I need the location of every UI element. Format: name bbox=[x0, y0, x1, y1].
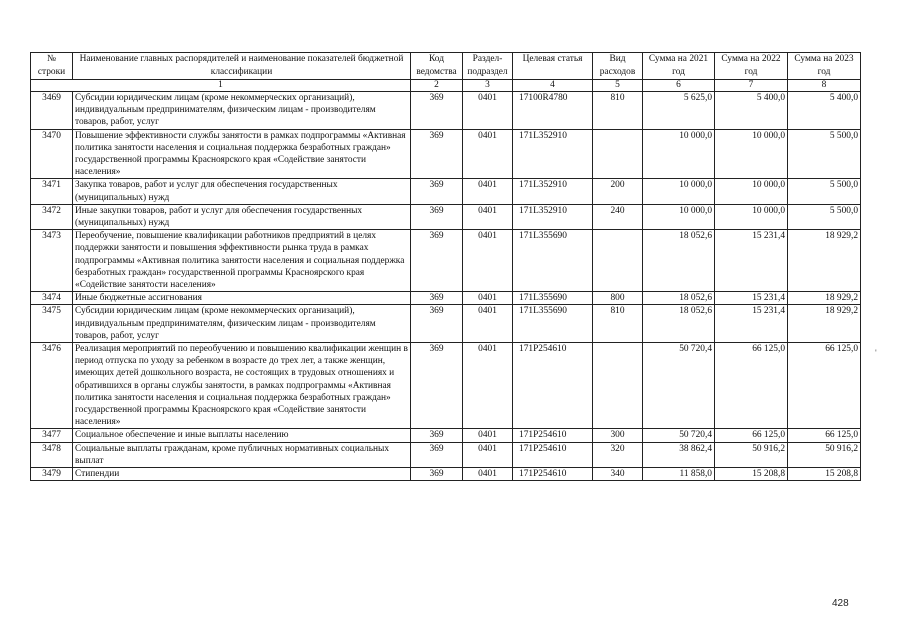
budget-table bbox=[30, 52, 861, 481]
row-sum-2021: 18 052,6 bbox=[643, 305, 715, 343]
row-number: 3474 bbox=[31, 292, 73, 305]
row-sum-2021: 38 862,4 bbox=[643, 442, 715, 467]
row-exp-type: 340 bbox=[593, 468, 643, 481]
row-section: 0401 bbox=[463, 429, 513, 442]
row-exp-type bbox=[593, 230, 643, 292]
row-sum-2022: 15 231,4 bbox=[715, 305, 788, 343]
row-name: Субсидии юридическим лицам (кроме некоммерческих организаций), индивидуальным предпринимателям, физическим лицам - производителям товаров, работ, услуг bbox=[73, 305, 411, 343]
row-section: 0401 bbox=[463, 442, 513, 467]
row-number: 3470 bbox=[31, 129, 73, 179]
row-section: 0401 bbox=[463, 179, 513, 204]
row-name: Социальные выплаты гражданам, кроме публичных нормативных социальных выплат bbox=[73, 442, 411, 467]
row-sum-2022: 10 000,0 bbox=[715, 129, 788, 179]
row-section: 0401 bbox=[463, 305, 513, 343]
row-sum-2022: 15 208,8 bbox=[715, 468, 788, 481]
page-number: 428 bbox=[832, 598, 849, 609]
row-section: 0401 bbox=[463, 129, 513, 179]
row-target: 171L352910 bbox=[513, 204, 593, 229]
row-sum-2021: 10 000,0 bbox=[643, 179, 715, 204]
row-target: 171L355690 bbox=[513, 305, 593, 343]
header-target: Целевая статья bbox=[513, 53, 593, 80]
col-number: 3 bbox=[463, 80, 513, 92]
row-sum-2023: 18 929,2 bbox=[788, 292, 861, 305]
row-sum-2022: 15 231,4 bbox=[715, 230, 788, 292]
table-row bbox=[31, 292, 861, 305]
row-target: 171P254610 bbox=[513, 442, 593, 467]
row-sum-2023: 5 500,0 bbox=[788, 179, 861, 204]
col-number: 8 bbox=[788, 80, 861, 92]
row-exp-type bbox=[593, 343, 643, 429]
row-name: Закупка товаров, работ и услуг для обеспечения государственных (муниципальных) нужд bbox=[73, 179, 411, 204]
row-dept-code: 369 bbox=[411, 92, 463, 130]
row-section: 0401 bbox=[463, 230, 513, 292]
row-dept-code: 369 bbox=[411, 204, 463, 229]
row-name: Реализация мероприятий по переобучению и повышению квалификации женщин в период отпуска по уходу за ребенком в возрасте до трех лет, а также женщин, имеющих детей дошкольного возраста, не состоящих в трудовых отношениях и обратившихся в органы службы занятости, в рамках подпрограммы «Активная политика занятости населения и социальная поддержка безработных граждан» государственной программы Красноярского края «Содействие занятости населения» bbox=[73, 343, 411, 429]
row-sum-2021: 50 720,4 bbox=[643, 343, 715, 429]
table-body bbox=[31, 80, 861, 481]
row-target: 171P254610 bbox=[513, 343, 593, 429]
row-sum-2021: 10 000,0 bbox=[643, 204, 715, 229]
row-sum-2023: 50 916,2 bbox=[788, 442, 861, 467]
row-sum-2021: 11 858,0 bbox=[643, 468, 715, 481]
row-exp-type: 200 bbox=[593, 179, 643, 204]
header-sum-2021: Сумма на 2021 год bbox=[643, 53, 715, 80]
row-sum-2022: 5 400,0 bbox=[715, 92, 788, 130]
row-sum-2023: 18 929,2 bbox=[788, 305, 861, 343]
row-sum-2023: 66 125,0 bbox=[788, 343, 861, 429]
table-row bbox=[31, 305, 861, 343]
row-number: 3476 bbox=[31, 343, 73, 429]
row-dept-code: 369 bbox=[411, 230, 463, 292]
row-number: 3477 bbox=[31, 429, 73, 442]
row-number: 3478 bbox=[31, 442, 73, 467]
row-sum-2023: 5 500,0 bbox=[788, 129, 861, 179]
table-row bbox=[31, 230, 861, 292]
header-row-no: № строки bbox=[31, 53, 73, 80]
row-dept-code: 369 bbox=[411, 179, 463, 204]
table-row bbox=[31, 468, 861, 481]
row-exp-type: 320 bbox=[593, 442, 643, 467]
row-target: 171L355690 bbox=[513, 292, 593, 305]
header-exp-type: Вид расходов bbox=[593, 53, 643, 80]
row-sum-2021: 10 000,0 bbox=[643, 129, 715, 179]
row-exp-type bbox=[593, 129, 643, 179]
row-target: 171P254610 bbox=[513, 429, 593, 442]
row-exp-type: 800 bbox=[593, 292, 643, 305]
col-number: 1 bbox=[31, 80, 411, 92]
row-sum-2022: 15 231,4 bbox=[715, 292, 788, 305]
row-sum-2023: 18 929,2 bbox=[788, 230, 861, 292]
row-target: 171L355690 bbox=[513, 230, 593, 292]
table-row bbox=[31, 429, 861, 442]
row-dept-code: 369 bbox=[411, 429, 463, 442]
row-sum-2021: 5 625,0 bbox=[643, 92, 715, 130]
row-section: 0401 bbox=[463, 343, 513, 429]
row-sum-2023: 5 500,0 bbox=[788, 204, 861, 229]
row-section: 0401 bbox=[463, 468, 513, 481]
row-target: 171L352910 bbox=[513, 179, 593, 204]
row-sum-2021: 50 720,4 bbox=[643, 429, 715, 442]
row-sum-2021: 18 052,6 bbox=[643, 230, 715, 292]
row-dept-code: 369 bbox=[411, 468, 463, 481]
row-dept-code: 369 bbox=[411, 129, 463, 179]
row-sum-2023: 5 400,0 bbox=[788, 92, 861, 130]
row-number: 3473 bbox=[31, 230, 73, 292]
row-exp-type: 300 bbox=[593, 429, 643, 442]
row-name: Социальное обеспечение и иные выплаты населению bbox=[73, 429, 411, 442]
row-exp-type: 240 bbox=[593, 204, 643, 229]
row-section: 0401 bbox=[463, 292, 513, 305]
table-row bbox=[31, 179, 861, 204]
col-number: 7 bbox=[715, 80, 788, 92]
row-number: 3469 bbox=[31, 92, 73, 130]
col-number: 2 bbox=[411, 80, 463, 92]
row-sum-2023: 66 125,0 bbox=[788, 429, 861, 442]
row-number: 3475 bbox=[31, 305, 73, 343]
header-name: Наименование главных распорядителей и наименование показателей бюджетной классификации bbox=[73, 53, 411, 80]
header-row bbox=[31, 53, 861, 80]
row-number: 3471 bbox=[31, 179, 73, 204]
row-dept-code: 369 bbox=[411, 305, 463, 343]
row-sum-2022: 50 916,2 bbox=[715, 442, 788, 467]
table-row bbox=[31, 442, 861, 467]
table-row bbox=[31, 129, 861, 179]
row-section: 0401 bbox=[463, 204, 513, 229]
row-dept-code: 369 bbox=[411, 343, 463, 429]
col-number: 4 bbox=[513, 80, 593, 92]
row-name: Иные бюджетные ассигнования bbox=[73, 292, 411, 305]
row-exp-type: 810 bbox=[593, 92, 643, 130]
header-sum-2023: Сумма на 2023 год bbox=[788, 53, 861, 80]
row-name: Переобучение, повышение квалификации работников предприятий в целях поддержки занятости и повышения эффективности рынка труда в рамках подпрограммы «Активная политика занятости населения и социальная поддержка безработных граждан» государственной программы Красноярского края «Содействие занятости населения» bbox=[73, 230, 411, 292]
row-exp-type: 810 bbox=[593, 305, 643, 343]
row-number: 3472 bbox=[31, 204, 73, 229]
table-row bbox=[31, 92, 861, 130]
row-dept-code: 369 bbox=[411, 442, 463, 467]
table-row bbox=[31, 204, 861, 229]
row-name: Субсидии юридическим лицам (кроме некоммерческих организаций), индивидуальным предпринимателям, физическим лицам - производителям товаров, работ, услуг bbox=[73, 92, 411, 130]
row-sum-2023: 15 208,8 bbox=[788, 468, 861, 481]
col-number: 6 bbox=[643, 80, 715, 92]
row-sum-2022: 10 000,0 bbox=[715, 204, 788, 229]
row-sum-2022: 66 125,0 bbox=[715, 429, 788, 442]
row-number: 3479 bbox=[31, 468, 73, 481]
margin-mark: ' bbox=[875, 348, 877, 358]
header-dept-code: Код ведомства bbox=[411, 53, 463, 80]
row-section: 0401 bbox=[463, 92, 513, 130]
row-target: 171L352910 bbox=[513, 129, 593, 179]
header-sum-2022: Сумма на 2022 год bbox=[715, 53, 788, 80]
row-sum-2022: 10 000,0 bbox=[715, 179, 788, 204]
row-target: 171P254610 bbox=[513, 468, 593, 481]
col-number: 5 bbox=[593, 80, 643, 92]
row-sum-2022: 66 125,0 bbox=[715, 343, 788, 429]
row-name: Стипендии bbox=[73, 468, 411, 481]
row-name: Иные закупки товаров, работ и услуг для обеспечения государственных (муниципальных) нужд bbox=[73, 204, 411, 229]
table-row bbox=[31, 343, 861, 429]
row-sum-2021: 18 052,6 bbox=[643, 292, 715, 305]
row-name: Повышение эффективности службы занятости в рамках подпрограммы «Активная политика занятости населения и социальная поддержка безработных граждан» государственной программы Красноярского края «Содействие занятости населения» bbox=[73, 129, 411, 179]
column-number-row bbox=[31, 80, 861, 92]
row-dept-code: 369 bbox=[411, 292, 463, 305]
header-section: Раздел-подраздел bbox=[463, 53, 513, 80]
row-target: 17100R4780 bbox=[513, 92, 593, 130]
